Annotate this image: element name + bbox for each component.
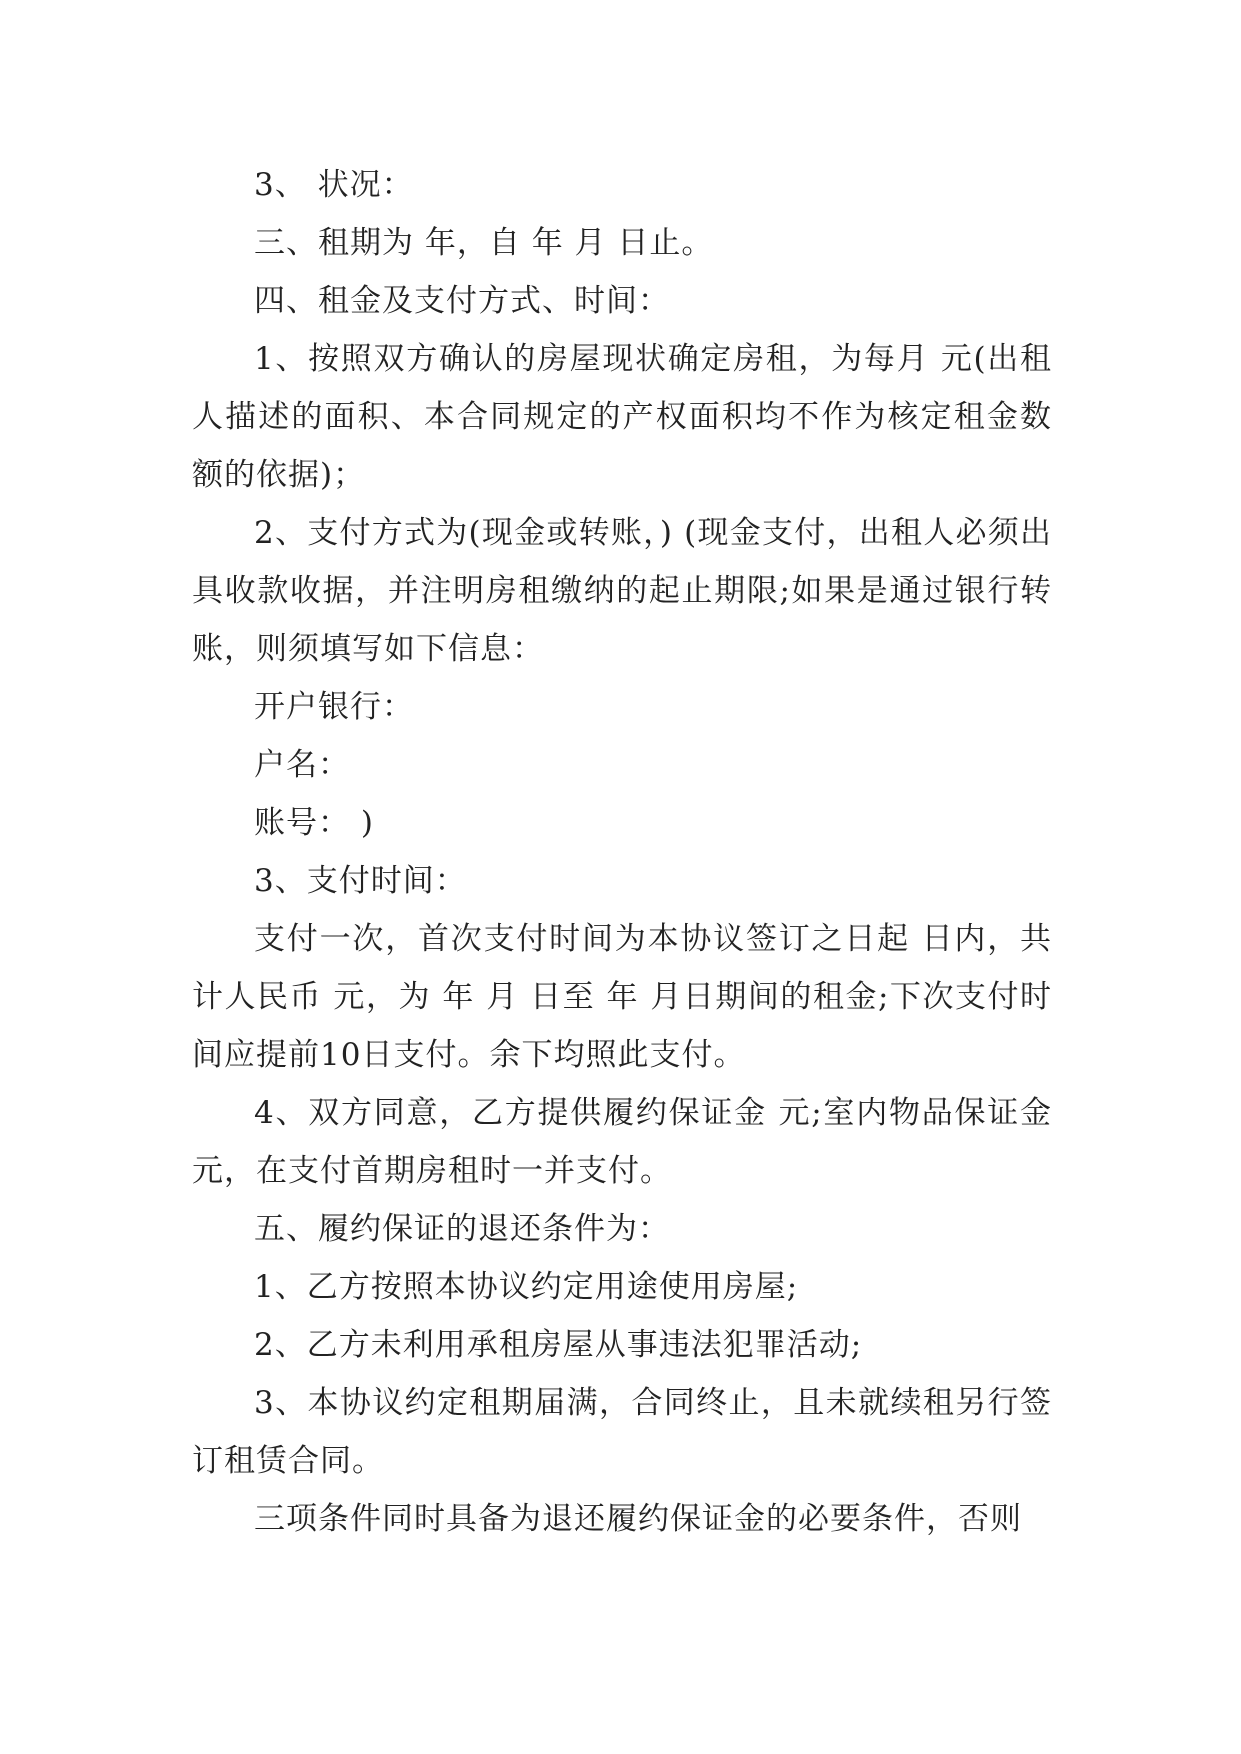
paragraph-conditions-note: 三项条件同时具备为退还履约保证金的必要条件，否则 [254,1501,1022,1537]
paragraph-refund-condition-3: 3、本协议约定租期届满，合同终止，且未就续租另行签订租赁合同。 [192,1385,1052,1479]
paragraph-deposit: 4、双方同意，乙方提供履约保证金 元;室内物品保证金 元，在支付首期房租时一并支付。 [192,1095,1052,1189]
paragraph-payment-time: 3、支付时间： [254,863,467,899]
document-body [192,156,1052,1548]
paragraph-refund-condition-2: 2、乙方未利用承租房屋从事违法犯罪活动; [254,1327,863,1363]
paragraph-payment-method: 2、支付方式为(现金或转账，) (现金支付，出租人必须出具收款收据，并注明房租缴纳的起止期限;如果是通过银行转账，则须填写如下信息： [192,515,1052,667]
paragraph-payment-schedule: 支付一次，首次支付时间为本协议签订之日起 日内，共计人民币 元，为 年 月 日至 年 月日期间的租金;下次支付时间应提前10日支付。余下均照此支付。 [192,921,1052,1073]
paragraph-account-number: 账号： ) [254,805,374,841]
paragraph-rent-heading: 四、租金及支付方式、时间： [254,283,670,319]
paragraph-refund-condition-1: 1、乙方按照本协议约定用途使用房屋; [254,1269,799,1305]
paragraph-lease-term: 三、租期为 年，自 年 月 日止。 [254,225,714,261]
paragraph-rent-amount: 1、按照双方确认的房屋现状确定房租，为每月 元(出租人描述的面积、本合同规定的产权面积均不作为核定租金数额的依据)； [192,341,1052,493]
paragraph-refund-heading: 五、履约保证的退还条件为： [254,1211,670,1247]
paragraph-bank-name: 开户银行： [254,689,414,725]
paragraph-account-name: 户名： [254,747,350,783]
paragraph-status: 3、 状况： [254,167,414,203]
